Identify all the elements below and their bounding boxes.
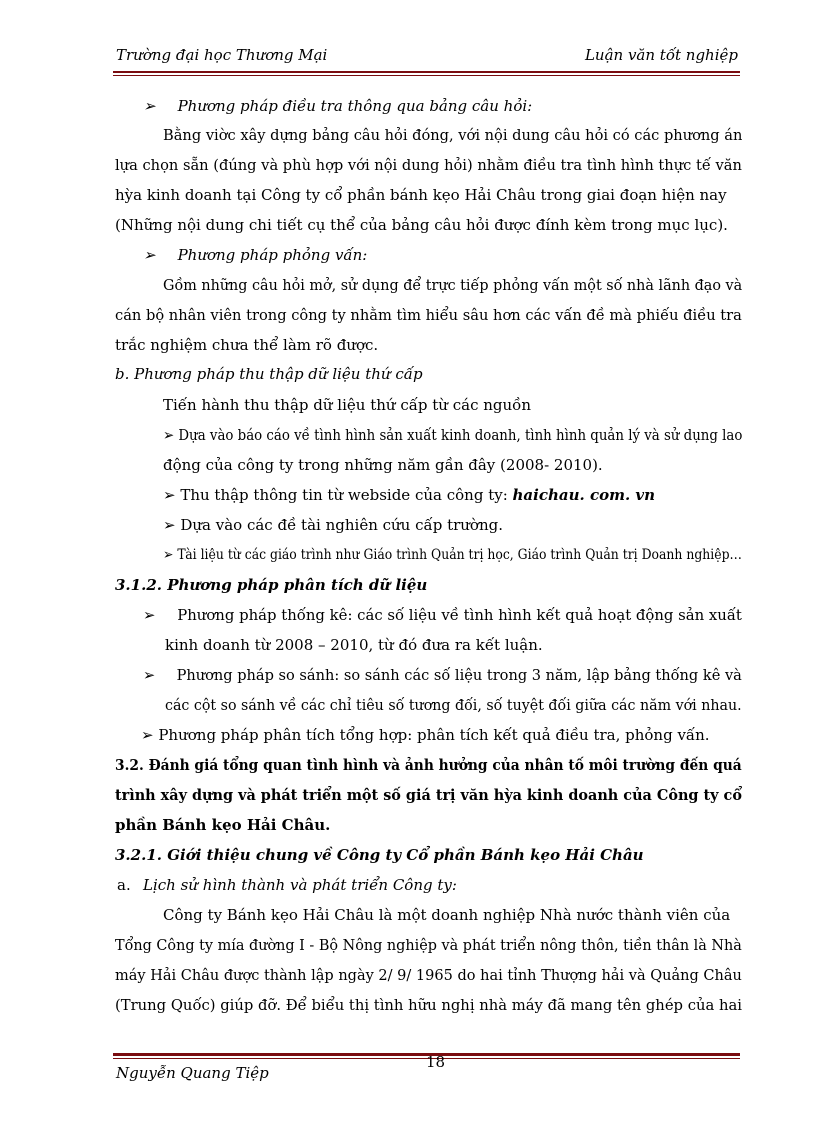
header-thesis: Luận văn tốt nghiệp [584,46,738,64]
paragraph-line: Công ty Bánh kẹo Hải Châu là một doanh nghiệp Nhà nước thành viên của [163,906,731,924]
list-item: ➢ Dựa vào các đề tài nghiên cứu cấp trường. [163,516,503,534]
section-heading-312: 3.1.2. Phương pháp phân tích dữ liệu [115,576,428,594]
header-rule-thin [113,75,740,76]
page-number: 18 [426,1053,446,1071]
arrow-bullet-icon: ➢ [143,666,156,684]
paragraph-line: (Những nội dung chi tiết cụ thể của bảng câu hỏi được đính kèm trong mục lục). [115,216,728,234]
paragraph-line: hỳa kinh doanh tại Công ty cổ phần bánh kẹo Hải Châu trong giai đoạn hiện nay [115,186,727,204]
header-school: Trường đại học Thương Mại [116,46,328,64]
paragraph-line: Tổng Công ty mía đường I - Bộ Nông nghiệp và phát triển nông thôn, tiền thân là Nhà [115,936,742,954]
bullet-survey: ➢ Phương pháp điều tra thông qua bảng câu hỏi: [143,97,533,115]
paragraph-line: kinh doanh từ 2008 – 2010, từ đó đưa ra kết luận. [165,636,543,654]
section-heading-321: 3.2.1. Giới thiệu chung về Công ty Cổ phần Bánh kẹo Hải Châu [115,846,644,864]
arrow-bullet-icon: ➢ [143,606,156,624]
paragraph-line: lựa chọn sẵn (đúng và phù hợp với nội dung hỏi) nhằm điều tra tình hình thực tế văn [115,156,742,174]
arrow-bullet-icon: ➢ [143,246,156,264]
list-item: ➢ Thu thập thông tin từ webside của công ty: haichau. com. vn [163,486,656,504]
list-item: ➢ Dựa vào báo cáo về tình hình sản xuất kinh doanh, tình hình quản lý và sử dụng lao [163,426,743,444]
paragraph-line: cán bộ nhân viên trong công ty nhằm tìm hiểu sâu hơn các vấn đề mà phiếu điều tra [115,306,742,324]
bullet-interview: ➢ Phương pháp phỏng vấn: [143,246,368,264]
paragraph-line: Tiến hành thu thập dữ liệu thứ cấp từ các nguồn [163,396,532,414]
section-heading-32-cont: trình xây dựng và phát triển một số giá trị văn hỳa kinh doanh của Công ty cổ [115,786,742,804]
paragraph-line: Bằng viờc xây dựng bảng câu hỏi đóng, với nội dung câu hỏi có các phương án [163,126,743,144]
website-link[interactable]: haichau. com. vn [512,486,656,504]
paragraph-line: các cột so sánh về các chỉ tiêu số tương đối, số tuyệt đối giữa các năm với nhau. [165,696,742,714]
bullet-comparison: ➢ Phương pháp so sánh: so sánh các số liệu trong 3 năm, lập bảng thống kê và [143,666,742,684]
section-heading-b: b. Phương pháp thu thập dữ liệu thứ cấp [115,365,423,383]
bullet-statistics: ➢ Phương pháp thống kê: các số liệu về tình hình kết quả hoạt động sản xuất [143,606,742,624]
arrow-bullet-icon: ➢ [143,97,156,115]
list-item-continued: động của công ty trong những năm gần đây (2008- 2010). [163,456,603,474]
header-rule [113,71,740,73]
section-heading-32-cont: phần Bánh kẹo Hải Châu. [115,816,331,834]
subheading-a: a. Lịch sử hình thành và phát triển Công ty: [117,876,457,894]
paragraph-line: Gồm những câu hỏi mở, sử dụng để trực tiếp phỏng vấn một số nhà lãnh đạo và [163,276,743,294]
list-item: ➢ Tài liệu từ các giáo trình như Giáo trình Quản trị học, Giáo trình Quản trị Doanh nghiệp… [163,547,742,563]
bullet-synthesis: ➢ Phương pháp phân tích tổng hợp: phân tích kết quả điều tra, phỏng vấn. [141,726,710,744]
paragraph-line: trắc nghiệm chưa thể làm rõ được. [115,336,379,354]
paragraph-line: (Trung Quốc) giúp đỡ. Để biểu thị tình hữu nghị nhà máy đã mang tên ghép của hai [115,996,743,1014]
footer-author: Nguyễn Quang Tiệp [116,1064,269,1082]
paragraph-line: máy Hải Châu được thành lập ngày 2/ 9/ 1965 do hai tỉnh Thượng hải và Quảng Châu [115,966,742,984]
section-heading-32: 3.2. Đánh giá tổng quan tình hình và ảnh hưởng của nhân tố môi trường đến quá [115,756,742,774]
